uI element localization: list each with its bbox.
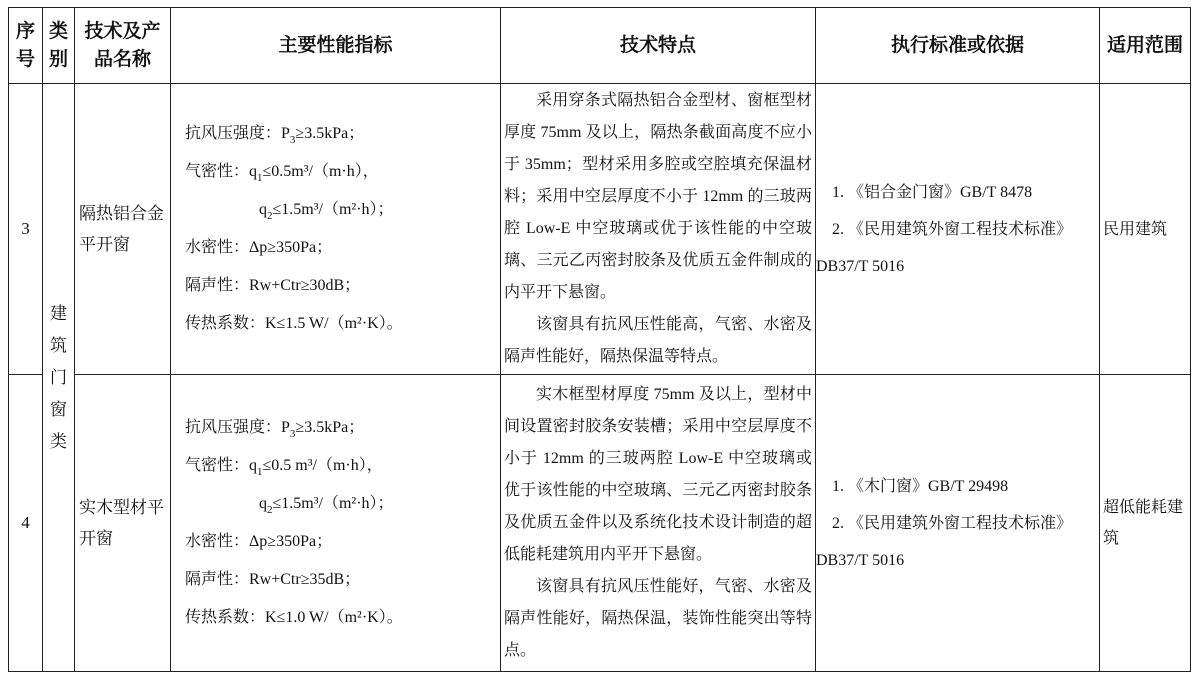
features-paragraph: 采用穿条式隔热铝合金型材、窗框型材厚度 75mm 及以上，隔热条截面高度不应小于 35mm；型材采用多腔或空腔填充保温材料；采用中空层厚度不小于 12mm 的三玻两腔 Low-E 中空玻璃或优于该性能的中空玻璃、三元乙丙密封胶条及优质五金件制成的内平开下悬窗。 xyxy=(504,92,812,301)
perf-text: 气密性：q xyxy=(185,457,258,474)
performance-line: 传热系数：K≤1.5 W/（m²·K）。 xyxy=(185,315,403,332)
serial-number-cell: 4 xyxy=(9,375,43,672)
standard-item: 2. 《民用建筑外窗工程技术标准》 xyxy=(832,514,1073,532)
product-table xyxy=(8,7,1191,672)
performance-line: 隔声性：Rw+Ctr≥30dB； xyxy=(185,277,361,294)
perf-text: q xyxy=(259,495,267,512)
perf-subscript: 2 xyxy=(267,504,273,516)
standards-cell xyxy=(816,84,1100,375)
performance-line: 隔声性：Rw+Ctr≥35dB； xyxy=(185,571,361,588)
serial-number-cell: 3 xyxy=(9,84,43,375)
perf-text: 气密性：q xyxy=(185,163,258,180)
perf-text: 抗风压强度：P xyxy=(185,419,290,436)
header-scope: 适用范围 xyxy=(1100,8,1191,84)
perf-subscript: 3 xyxy=(289,428,296,440)
performance-line xyxy=(185,153,498,191)
category-cell: 建筑门窗类 xyxy=(43,84,75,672)
header-product-name: 技术及产品名称 xyxy=(75,8,171,84)
performance-line xyxy=(185,115,498,153)
features-cell xyxy=(501,84,816,375)
perf-subscript: 2 xyxy=(267,210,273,222)
performance-line xyxy=(185,485,498,523)
standard-item-continuation: DB37/T 5016 xyxy=(816,551,905,569)
features-cell xyxy=(501,375,816,672)
standard-item: 2. 《民用建筑外窗工程技术标准》 xyxy=(832,220,1073,238)
performance-line xyxy=(185,191,498,229)
perf-text: ≥3.5kPa； xyxy=(295,125,365,142)
standards-cell xyxy=(816,375,1100,672)
perf-text: q xyxy=(259,201,267,218)
scope-cell: 民用建筑 xyxy=(1100,84,1191,375)
perf-subscript: 3 xyxy=(289,134,296,146)
performance-cell xyxy=(171,375,501,672)
header-performance: 主要性能指标 xyxy=(171,8,501,84)
performance-line: 水密性：Δp≥350Pa； xyxy=(185,239,333,256)
performance-line xyxy=(185,409,498,447)
standard-item-continuation: DB37/T 5016 xyxy=(816,257,905,275)
features-paragraph: 该窗具有抗风压性能好，气密、水密及隔声性能好，隔热保温，装饰性能突出等特点。 xyxy=(504,578,812,659)
perf-text: ≤1.5m³/（m²·h）； xyxy=(272,201,394,218)
header-standard: 执行标准或依据 xyxy=(816,8,1100,84)
perf-text: ≥3.5kPa； xyxy=(295,419,365,436)
header-features: 技术特点 xyxy=(501,8,816,84)
perf-subscript: 1 xyxy=(257,172,263,184)
features-paragraph: 该窗具有抗风压性能高，气密、水密及隔声性能好，隔热保温等特点。 xyxy=(504,316,812,365)
features-paragraph: 实木框型材厚度 75mm 及以上，型材中间设置密封胶条安装槽；采用中空层厚度不小于 12mm 的三玻两腔 Low-E 中空玻璃或优于该性能的中空玻璃、三元乙丙密封胶条及优质五金件以及系统化技术设计制造的超低能耗建筑用内平开下悬窗。 xyxy=(504,386,812,563)
performance-line: 传热系数：K≤1.0 W/（m²·K）。 xyxy=(185,609,403,626)
header-row xyxy=(9,8,1191,84)
header-serial-number: 序号 xyxy=(9,8,43,84)
standard-item: 1. 《木门窗》GB/T 29498 xyxy=(832,477,1009,495)
scope-cell: 超低能耗建筑 xyxy=(1100,375,1191,672)
performance-line xyxy=(185,447,498,485)
product-name-cell: 实木型材平开窗 xyxy=(75,375,171,672)
header-category: 类别 xyxy=(43,8,75,84)
standard-item: 1. 《铝合金门窗》GB/T 8478 xyxy=(832,183,1033,201)
performance-line: 水密性：Δp≥350Pa； xyxy=(185,533,333,550)
product-name-cell: 隔热铝合金平开窗 xyxy=(75,84,171,375)
perf-text: ≤0.5 m³/（m·h）， xyxy=(262,457,383,474)
table-row xyxy=(9,84,1191,375)
perf-subscript: 1 xyxy=(257,466,263,478)
perf-text: ≤0.5m³/（m·h）， xyxy=(262,163,379,180)
perf-text: ≤1.5m³/（m²·h）； xyxy=(272,495,394,512)
performance-cell xyxy=(171,84,501,375)
table-row xyxy=(9,375,1191,672)
perf-text: 抗风压强度：P xyxy=(185,125,290,142)
